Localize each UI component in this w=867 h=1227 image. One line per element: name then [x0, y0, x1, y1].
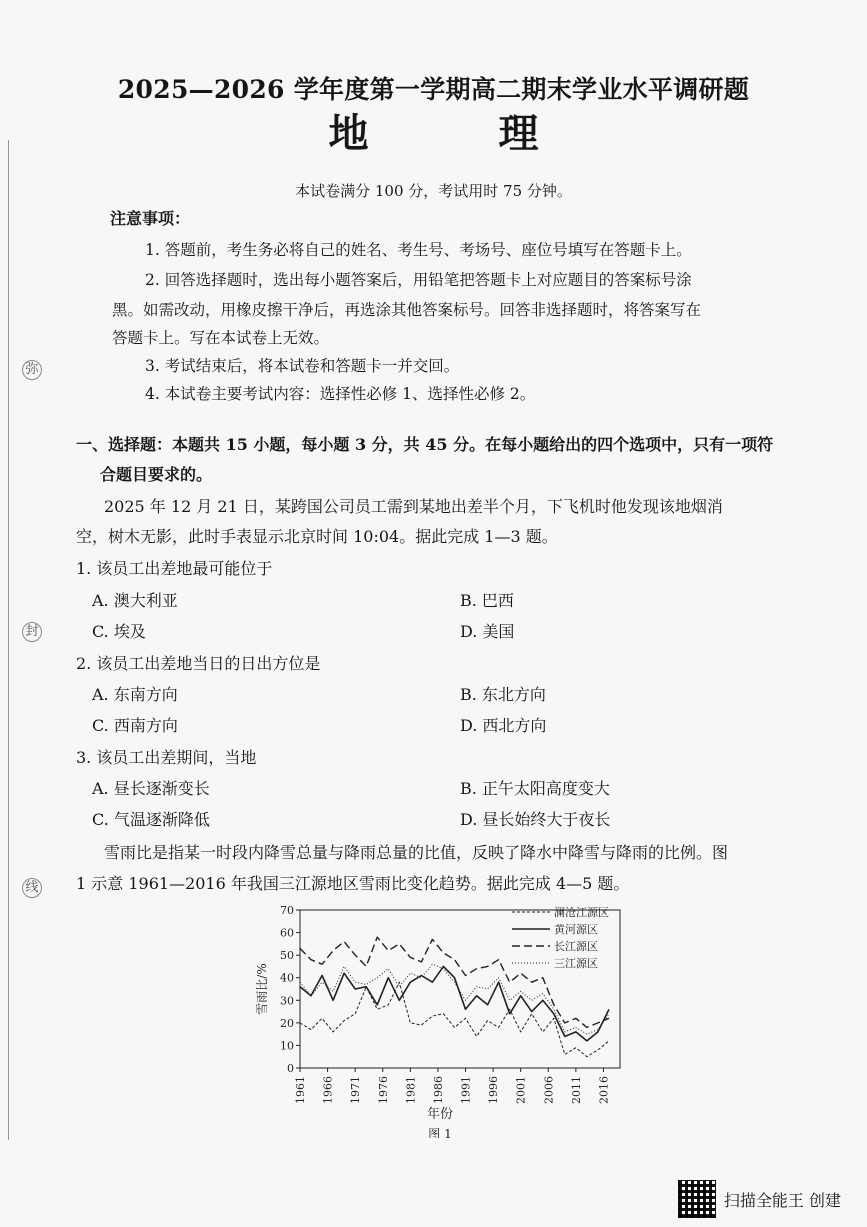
x-tick-label: 1966 — [321, 1076, 335, 1104]
y-tick-label: 10 — [280, 1039, 294, 1053]
section-heading-cont: 合题目要求的。 — [100, 465, 213, 484]
option-2a: A. 东南方向 — [92, 685, 178, 704]
option-2c: C. 西南方向 — [92, 716, 178, 735]
x-tick-label: 1976 — [376, 1076, 390, 1104]
scanner-watermark — [678, 1180, 841, 1218]
option-1a: A. 澳大利亚 — [92, 591, 178, 610]
notice-line: 答题卡上。写在本试卷上无效。 — [112, 329, 330, 347]
x-axis-label: 年份 — [426, 1107, 454, 1122]
exam-intro: 本试卷满分 100 分，考试用时 75 分钟。 — [295, 182, 572, 200]
notice-line: 2. 回答选择题时，选出每小题答案后，用铅笔把答题卡上对应题目的答案标号涂 — [145, 271, 692, 289]
stem-text: 雪雨比是指某一时段内降雪总量与降雨总量的比值，反映了降水中降雪与降雨的比例。图 — [104, 843, 729, 862]
notice-line: 3. 考试结束后，将本试卷和答题卡一并交回。 — [145, 357, 460, 375]
series-line-1 — [300, 966, 609, 1041]
x-tick-label: 1996 — [487, 1076, 501, 1104]
x-tick-label: 2001 — [514, 1076, 528, 1104]
y-axis-label: 雪雨比/% — [255, 963, 269, 1015]
y-tick-label: 50 — [280, 949, 294, 963]
legend-label: 长江源区 — [554, 940, 598, 953]
qr-code-icon — [678, 1180, 716, 1218]
chart-svg — [250, 898, 630, 1138]
x-tick-label: 2016 — [597, 1076, 611, 1104]
question-3: 3. 该员工出差期间，当地 — [76, 748, 257, 767]
exam-title: 2025—2026 学年度第一学期高二期末学业水平调研题 — [117, 75, 750, 104]
series-line-0 — [300, 982, 609, 1056]
y-tick-label: 20 — [280, 1016, 294, 1030]
x-tick-label: 1991 — [459, 1076, 473, 1104]
option-3b: B. 正午太阳高度变大 — [460, 779, 610, 798]
section-heading: 一、选择题：本题共 15 小题，每小题 3 分，共 45 分。在每小题给出的四个选项中，只有一项符 — [76, 435, 774, 454]
x-tick-label: 1961 — [294, 1076, 307, 1104]
subject-title: 地 理 — [328, 110, 597, 157]
y-tick-label: 70 — [280, 904, 294, 917]
option-1c: C. 埃及 — [92, 622, 146, 641]
series-line-3 — [300, 964, 609, 1034]
question-1: 1. 该员工出差地最可能位于 — [76, 559, 273, 578]
x-tick-label: 1986 — [431, 1076, 445, 1104]
margin-mark-mi: 弥 — [22, 360, 42, 380]
y-tick-label: 0 — [287, 1062, 294, 1075]
margin-mark-feng: 封 — [22, 622, 42, 642]
y-tick-label: 60 — [280, 926, 294, 940]
notice-heading: 注意事项： — [110, 209, 191, 228]
option-3a: A. 昼长逐渐变长 — [92, 779, 210, 798]
x-tick-label: 2011 — [569, 1076, 583, 1104]
option-2d: D. 西北方向 — [460, 716, 547, 735]
legend-label: 黄河源区 — [554, 923, 598, 936]
option-1b: B. 巴西 — [460, 591, 514, 610]
figure-caption: 图 1 — [428, 1127, 452, 1138]
snow-rain-ratio-chart — [250, 898, 630, 1138]
margin-mark-xian: 线 — [22, 878, 42, 898]
notice-line: 4. 本试卷主要考试内容：选择性必修 1、选择性必修 2。 — [145, 385, 536, 403]
option-1d: D. 美国 — [460, 622, 515, 641]
stem-text: 1 示意 1961—2016 年我国三江源地区雪雨比变化趋势。据此完成 4—5 题。 — [76, 874, 630, 893]
notice-line: 黑。如需改动，用橡皮擦干净后，再选涂其他答案标号。回答非选择题时，将答案写在 — [112, 301, 702, 319]
notice-line: 1. 答题前，考生务必将自己的姓名、考生号、考场号、座位号填写在答题卡上。 — [145, 241, 692, 259]
x-tick-label: 1981 — [404, 1076, 418, 1104]
stem-text: 2025 年 12 月 21 日，某跨国公司员工需到某地出差半个月，下飞机时他发现该地烟消 — [104, 497, 723, 516]
legend-label: 三江源区 — [554, 957, 598, 970]
x-tick-label: 1971 — [349, 1076, 363, 1104]
x-tick-label: 2006 — [542, 1076, 556, 1104]
legend-label: 澜沧江源区 — [554, 906, 609, 919]
y-tick-label: 30 — [280, 994, 294, 1008]
stem-text: 空，树木无影，此时手表显示北京时间 10:04。据此完成 1—3 题。 — [76, 527, 558, 546]
option-3d: D. 昼长始终大于夜长 — [460, 810, 611, 829]
binding-margin-line — [8, 140, 9, 1140]
scanner-label: 扫描全能王 创建 — [723, 1190, 841, 1210]
option-3c: C. 气温逐渐降低 — [92, 810, 210, 829]
option-2b: B. 东北方向 — [460, 685, 546, 704]
question-2: 2. 该员工出差地当日的日出方位是 — [76, 654, 321, 673]
y-tick-label: 40 — [280, 971, 294, 985]
